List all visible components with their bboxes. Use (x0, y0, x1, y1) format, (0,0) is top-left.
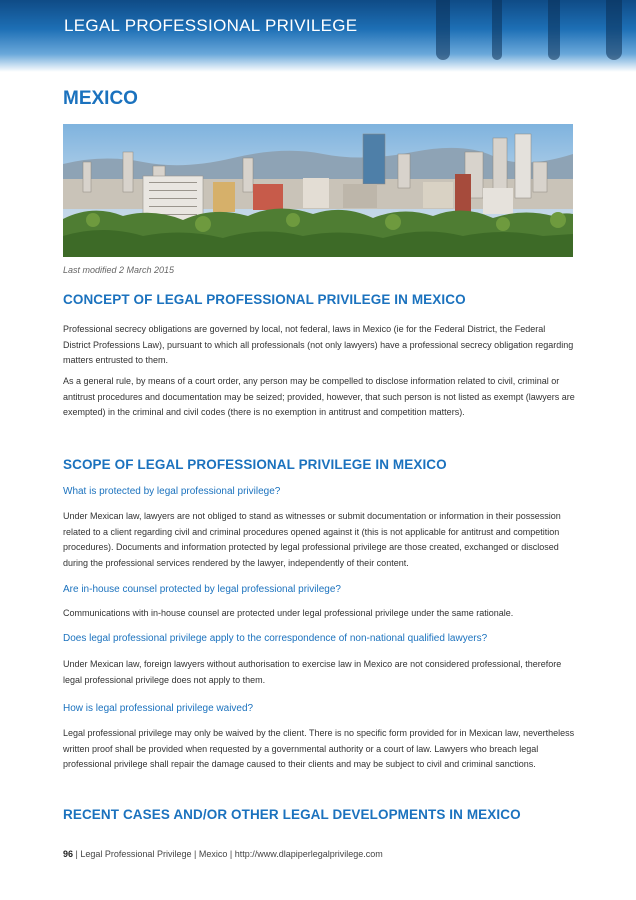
banner-decor (606, 0, 622, 60)
banner-decor (436, 0, 450, 60)
paragraph: Legal professional privilege may only be waived by the client. There is no specific form provided for in Mexican law, nevertheless written proof shall be provided when requested by a governmental authority or a court of law. Lawyers who breach legal professional privilege shall repair the damage caused to their clients and may be subject to civil and criminal sanctions. (63, 728, 575, 769)
footer-url[interactable]: http://www.dlapiperlegalprivilege.com (234, 849, 383, 859)
last-modified-date: Last modified 2 March 2015 (63, 265, 175, 275)
question-heading: What is protected by legal professional privilege? (63, 486, 281, 497)
footer-country: Mexico (198, 849, 228, 859)
city-photo (63, 124, 573, 257)
paragraph: As a general rule, by means of a court order, any person may be compelled to disclose information related to civil, criminal or antitrust procedures and documentation may be seized; provided, however, that such person is not listed as exempt (lawyers are exempted) in the criminal and civil codes (there is no exemption in antitrust and competition matters). (63, 376, 575, 417)
footer-publication: Legal Professional Privilege (80, 849, 192, 859)
paragraph: Under Mexican law, foreign lawyers without authorisation to exercise law in Mexico are not considered professional, therefore legal professional privilege does not apply to them. (63, 659, 562, 685)
banner-decor (492, 0, 502, 60)
header-banner (0, 0, 636, 72)
question-heading: How is legal professional privilege waived? (63, 703, 254, 714)
section-heading-scope: SCOPE OF LEGAL PROFESSIONAL PRIVILEGE IN MEXICO (63, 457, 447, 472)
page-footer (63, 849, 383, 859)
footer-separator: | (75, 849, 78, 859)
page-number: 96 (63, 849, 74, 859)
question-heading: Does legal professional privilege apply to the correspondence of non-national qualified lawyers? (63, 633, 488, 644)
page-title: MEXICO (63, 88, 138, 109)
section-heading-recent: RECENT CASES AND/OR OTHER LEGAL DEVELOPMENTS IN MEXICO (63, 807, 521, 822)
paragraph: Professional secrecy obligations are governed by local, not federal, laws in Mexico (ie for the Federal District, the Federal District Professions Law), pursuant to which all professionals (not only lawyers) have a professional secrecy obligation regarding matters entrusted to them. (63, 324, 574, 365)
footer-separator: | (193, 849, 197, 859)
banner-title: LEGAL PROFESSIONAL PRIVILEGE (64, 16, 358, 35)
footer-separator: | (229, 849, 233, 859)
banner-decor (548, 0, 560, 60)
paragraph: Communications with in-house counsel are protected under legal professional privilege under the same rationale. (63, 608, 514, 618)
section-heading-concept: CONCEPT OF LEGAL PROFESSIONAL PRIVILEGE IN MEXICO (63, 292, 466, 307)
question-heading: Are in-house counsel protected by legal professional privilege? (63, 584, 341, 595)
paragraph: Under Mexican law, lawyers are not obliged to stand as witnesses or submit documentation or information in their possession related to a client regarding civil and criminal procedures opened against it (this is not applicable for antitrust and competition procedures). Documents and information protected by legal professional privilege are those created, exchanged or disclosed during the professional services rendered by the lawyer, independently of their content. (63, 511, 561, 568)
